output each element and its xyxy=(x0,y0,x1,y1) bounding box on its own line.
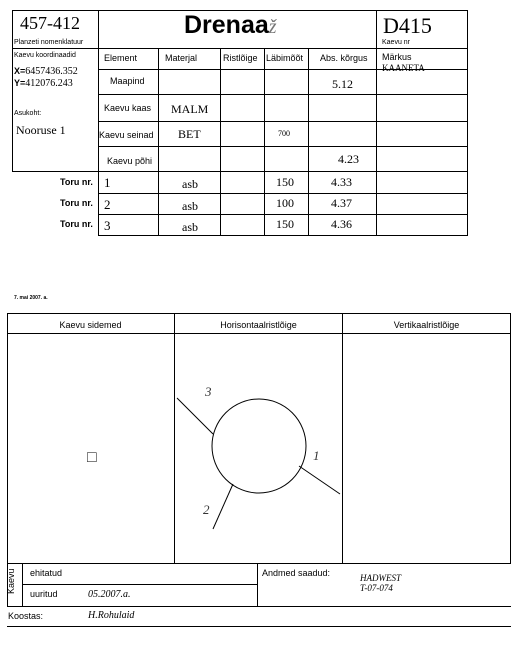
col-elevation: Abs. kõrgus xyxy=(320,53,368,63)
coords-label: Kaevu koordinaadid xyxy=(14,52,76,59)
col-diameter: Läbimõõt xyxy=(266,53,304,63)
pipe-nr: 3 xyxy=(104,218,111,233)
row-element: Kaevu põhi xyxy=(107,156,153,166)
pipe-elevation: 4.37 xyxy=(331,196,352,210)
date-stamp: 7. mai 2007. a. xyxy=(14,295,48,301)
col-element: Element xyxy=(104,53,138,63)
pipe-nr: 1 xyxy=(104,175,111,190)
author-value: H.Rohulaid xyxy=(88,610,135,621)
section-horizontal-title: Horisontaalristlõige xyxy=(220,320,297,330)
col-material: Materjal xyxy=(165,53,198,63)
built-label: ehitatud xyxy=(30,568,63,578)
well-circle xyxy=(212,399,306,493)
pipe-1-line xyxy=(299,466,340,494)
row-elevation: 4.23 xyxy=(338,152,359,166)
col-notes: Märkus xyxy=(382,52,412,62)
pipe-2-line xyxy=(213,484,233,529)
author-label: Koostas: xyxy=(8,611,44,621)
location-label: Asukoht: xyxy=(14,110,42,117)
well-id: D415 xyxy=(383,13,432,38)
tie-mark: □ xyxy=(87,449,97,466)
sheet-title: Drenaaž xyxy=(184,11,277,39)
nomenclature-value: 457-412 xyxy=(20,13,80,33)
pipe-label: Toru nr. xyxy=(60,198,93,208)
row-element: Kaevu seinad xyxy=(99,130,154,140)
coord-x: X=6457436.352 xyxy=(14,66,78,77)
row-element: Maapind xyxy=(110,76,145,86)
location-value: Nooruse 1 xyxy=(16,123,66,137)
horizontal-section-sketch xyxy=(175,334,342,562)
pipe-elevation: 4.36 xyxy=(331,217,352,231)
pipe-material: asb xyxy=(182,199,198,213)
data-from-line1: HADWEST xyxy=(360,573,401,583)
well-label: Kaevu xyxy=(6,568,16,594)
pipe-label-1: 1 xyxy=(313,448,320,463)
coord-y: Y=412076.243 xyxy=(14,78,73,89)
row-diameter: 700 xyxy=(278,129,290,138)
data-from-label: Andmed saadud: xyxy=(262,568,331,578)
pipe-label: Toru nr. xyxy=(60,219,93,229)
row-material: MALM xyxy=(171,102,209,116)
section-ties-title: Kaevu sidemed xyxy=(59,320,122,330)
col-section: Ristlõige xyxy=(223,53,258,63)
well-id-label: Kaevu nr xyxy=(382,39,411,46)
pipe-diameter: 150 xyxy=(276,175,294,189)
surveyed-value: 05.2007.a. xyxy=(88,589,131,600)
surveyed-label: uuritud xyxy=(30,589,58,599)
pipe-label-3: 3 xyxy=(205,384,212,399)
pipe-label-2: 2 xyxy=(203,502,210,517)
row-element: Kaevu kaas xyxy=(104,103,152,113)
pipe-diameter: 100 xyxy=(276,196,294,210)
notes-value: KAANETA xyxy=(382,63,425,73)
pipe-nr: 2 xyxy=(104,197,111,212)
data-from-line2: T-07-074 xyxy=(360,583,393,593)
pipe-material: asb xyxy=(182,177,198,191)
pipe-material: asb xyxy=(182,220,198,234)
row-material: BET xyxy=(178,127,201,141)
nomenclature-label: Planzeti nomenklatuur xyxy=(14,39,84,46)
row-elevation: 5.12 xyxy=(332,77,353,91)
pipe-label: Toru nr. xyxy=(60,177,93,187)
section-vertical-title: Vertikaalristlõige xyxy=(393,320,460,330)
pipe-elevation: 4.33 xyxy=(331,175,352,189)
pipe-3-line xyxy=(177,398,213,434)
pipe-diameter: 150 xyxy=(276,217,294,231)
